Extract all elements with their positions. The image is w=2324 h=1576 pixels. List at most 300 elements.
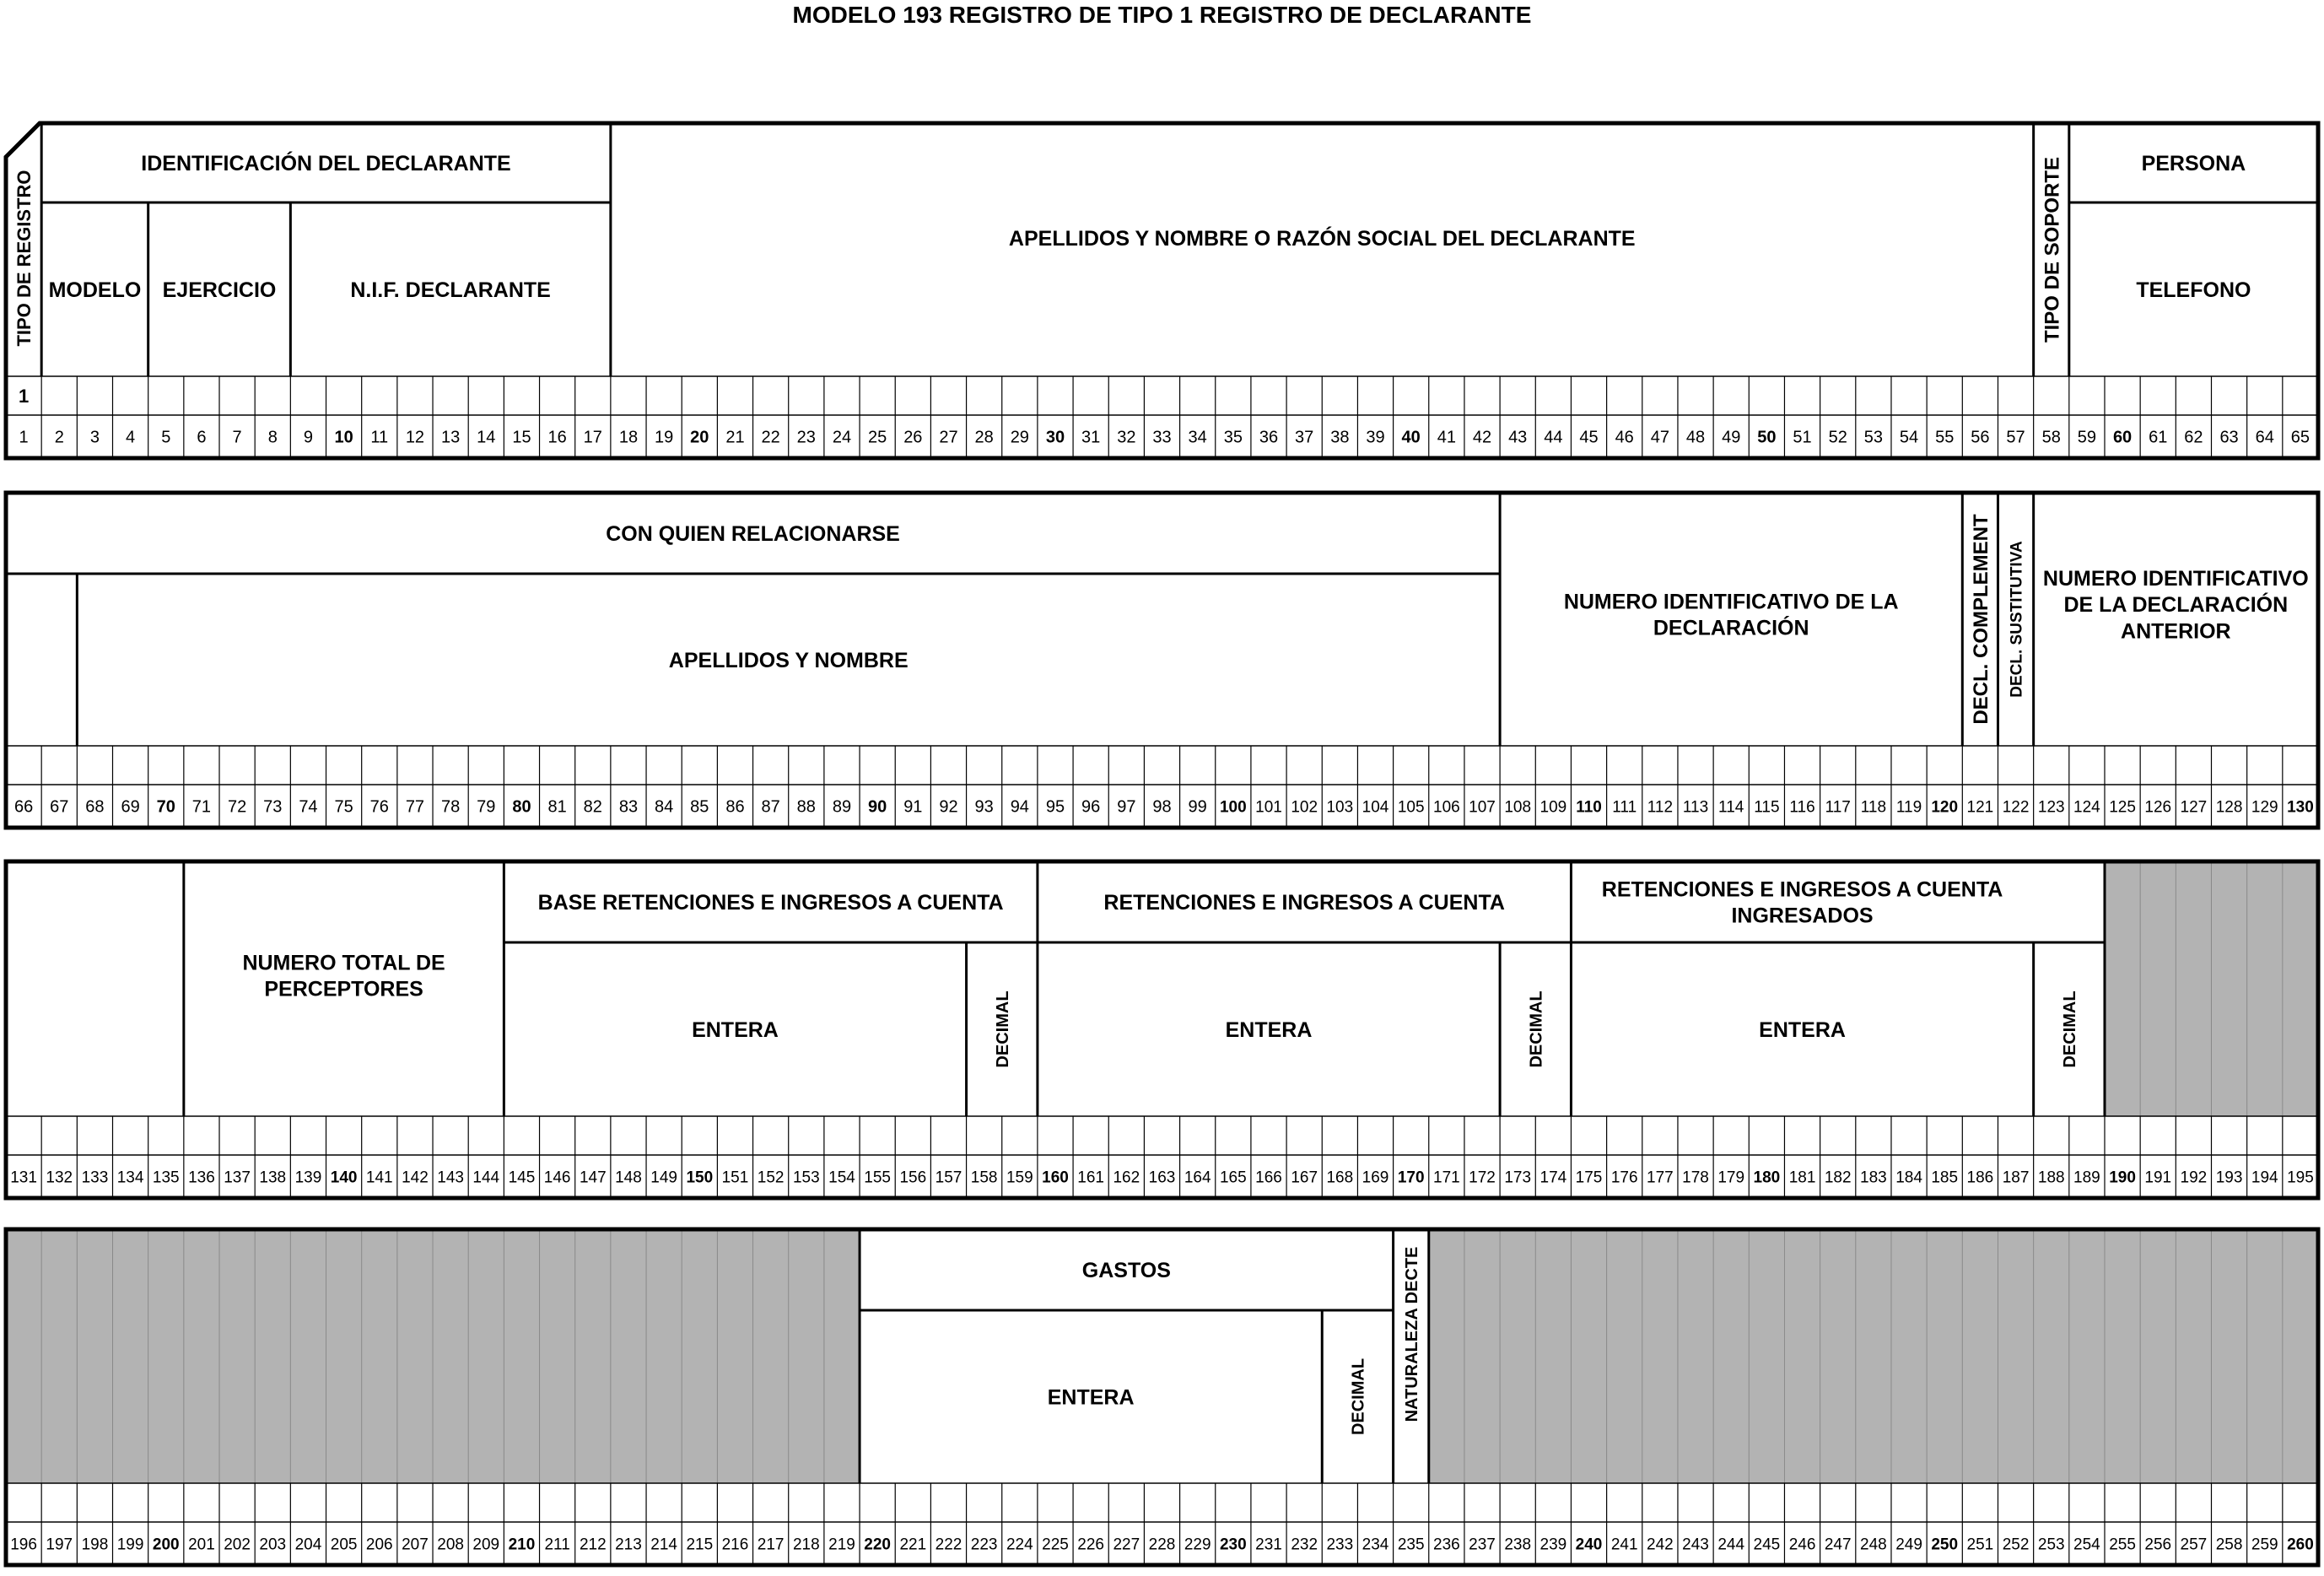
char-input-52[interactable] <box>1820 377 1855 415</box>
char-input-104[interactable] <box>1358 747 1393 785</box>
char-input-105[interactable] <box>1394 747 1428 785</box>
char-input-145[interactable] <box>504 1117 539 1155</box>
position-number: 252 <box>2002 1536 2030 1554</box>
char-input-199[interactable] <box>113 1484 148 1522</box>
char-input-66[interactable] <box>7 747 41 785</box>
char-input-203[interactable] <box>256 1484 290 1522</box>
char-input-76[interactable] <box>362 747 396 785</box>
char-input-26[interactable] <box>896 377 930 415</box>
char-input-44[interactable] <box>1536 377 1571 415</box>
char-input-31[interactable] <box>1074 377 1108 415</box>
char-input-154[interactable] <box>824 1117 859 1155</box>
char-input-99[interactable] <box>1180 747 1215 785</box>
char-input-160[interactable] <box>1038 1117 1072 1155</box>
position-number: 24 <box>832 428 852 447</box>
char-input-4[interactable] <box>113 377 148 415</box>
char-input-246[interactable] <box>1785 1484 1820 1522</box>
char-input-49[interactable] <box>1714 377 1749 415</box>
char-input-40[interactable] <box>1394 377 1428 415</box>
char-input-38[interactable] <box>1323 377 1357 415</box>
char-input-250[interactable] <box>1928 1484 1962 1522</box>
char-input-92[interactable] <box>931 747 966 785</box>
char-input-138[interactable] <box>256 1117 290 1155</box>
char-input-98[interactable] <box>1145 747 1179 785</box>
char-input-81[interactable] <box>540 747 574 785</box>
char-input-102[interactable] <box>1287 747 1322 785</box>
char-input-190[interactable] <box>2105 1117 2139 1155</box>
char-input-134[interactable] <box>113 1117 148 1155</box>
position-number: 235 <box>1397 1536 1425 1554</box>
char-input-65[interactable] <box>2283 377 2317 415</box>
char-input-6[interactable] <box>184 377 218 415</box>
char-input-147[interactable] <box>575 1117 610 1155</box>
position-number: 197 <box>46 1536 73 1554</box>
char-input-232[interactable] <box>1287 1484 1322 1522</box>
char-input-188[interactable] <box>2034 1117 2068 1155</box>
char-input-258[interactable] <box>2212 1484 2246 1522</box>
position-number: 242 <box>1647 1536 1674 1554</box>
char-input-42[interactable] <box>1464 377 1499 415</box>
char-input-72[interactable] <box>220 747 255 785</box>
char-input-141[interactable] <box>362 1117 396 1155</box>
position-number: 48 <box>1685 428 1706 447</box>
char-input-177[interactable] <box>1642 1117 1677 1155</box>
char-input-8[interactable] <box>256 377 290 415</box>
char-input-240[interactable] <box>1572 1484 1606 1522</box>
char-input-70[interactable] <box>148 747 183 785</box>
char-input-22[interactable] <box>753 377 788 415</box>
char-input-129[interactable] <box>2247 747 2282 785</box>
char-input-97[interactable] <box>1109 747 1144 785</box>
char-input-217[interactable] <box>753 1484 788 1522</box>
char-input-135[interactable] <box>148 1117 183 1155</box>
char-input-218[interactable] <box>789 1484 823 1522</box>
char-input-162[interactable] <box>1109 1117 1144 1155</box>
char-input-30[interactable] <box>1038 377 1072 415</box>
char-input-137[interactable] <box>220 1117 255 1155</box>
position-number: 195 <box>2287 1169 2314 1187</box>
char-input-25[interactable] <box>860 377 895 415</box>
char-input-16[interactable] <box>540 377 574 415</box>
char-input-21[interactable] <box>718 377 752 415</box>
char-input-56[interactable] <box>1963 377 1998 415</box>
char-input-93[interactable] <box>967 747 1001 785</box>
char-input-170[interactable] <box>1394 1117 1428 1155</box>
char-input-163[interactable] <box>1145 1117 1179 1155</box>
position-number: 177 <box>1647 1169 1674 1187</box>
char-input-171[interactable] <box>1429 1117 1464 1155</box>
char-input-166[interactable] <box>1251 1117 1286 1155</box>
char-input-259[interactable] <box>2247 1484 2282 1522</box>
char-input-255[interactable] <box>2105 1484 2139 1522</box>
char-input-43[interactable] <box>1501 377 1535 415</box>
char-input-176[interactable] <box>1607 1117 1642 1155</box>
char-input-235[interactable] <box>1394 1484 1428 1522</box>
char-input-116[interactable] <box>1785 747 1820 785</box>
char-input-106[interactable] <box>1429 747 1464 785</box>
char-input-64[interactable] <box>2247 377 2282 415</box>
char-input-151[interactable] <box>718 1117 752 1155</box>
position-number: 3 <box>89 428 100 447</box>
char-input-39[interactable] <box>1358 377 1393 415</box>
char-input-47[interactable] <box>1642 377 1677 415</box>
char-input-79[interactable] <box>469 747 504 785</box>
char-input-121[interactable] <box>1963 747 1998 785</box>
position-number: 260 <box>2287 1536 2314 1554</box>
char-input-187[interactable] <box>1998 1117 2033 1155</box>
char-input-248[interactable] <box>1856 1484 1890 1522</box>
char-input-228[interactable] <box>1145 1484 1179 1522</box>
char-input-80[interactable] <box>504 747 539 785</box>
position-number: 165 <box>1219 1169 1247 1187</box>
char-input-150[interactable] <box>682 1117 717 1155</box>
char-input-231[interactable] <box>1251 1484 1286 1522</box>
char-input-112[interactable] <box>1642 747 1677 785</box>
char-input-89[interactable] <box>824 747 859 785</box>
position-number: 45 <box>1579 428 1599 447</box>
char-input-156[interactable] <box>896 1117 930 1155</box>
char-input-257[interactable] <box>2176 1484 2211 1522</box>
char-input-230[interactable] <box>1216 1484 1250 1522</box>
char-input-125[interactable] <box>2105 747 2139 785</box>
char-input-34[interactable] <box>1180 377 1215 415</box>
char-input-113[interactable] <box>1678 747 1712 785</box>
char-input-96[interactable] <box>1074 747 1108 785</box>
position-number: 103 <box>1326 798 1354 817</box>
char-input-221[interactable] <box>896 1484 930 1522</box>
char-input-103[interactable] <box>1323 747 1357 785</box>
position-number: 160 <box>1042 1169 1069 1187</box>
char-input-200[interactable] <box>148 1484 183 1522</box>
position-number: 6 <box>197 428 207 447</box>
char-input-245[interactable] <box>1750 1484 1784 1522</box>
char-input-20[interactable] <box>682 377 717 415</box>
char-input-123[interactable] <box>2034 747 2068 785</box>
char-input-165[interactable] <box>1216 1117 1250 1155</box>
position-number: 102 <box>1291 798 1318 817</box>
char-input-9[interactable] <box>291 377 326 415</box>
char-input-241[interactable] <box>1607 1484 1642 1522</box>
char-input-71[interactable] <box>184 747 218 785</box>
char-input-192[interactable] <box>2176 1117 2211 1155</box>
char-input-15[interactable] <box>504 377 539 415</box>
char-input-27[interactable] <box>931 377 966 415</box>
char-input-28[interactable] <box>967 377 1001 415</box>
char-input-37[interactable] <box>1287 377 1322 415</box>
char-input-195[interactable] <box>2283 1117 2317 1155</box>
char-input-194[interactable] <box>2247 1117 2282 1155</box>
char-input-174[interactable] <box>1536 1117 1571 1155</box>
position-number: 190 <box>2109 1169 2136 1187</box>
char-input-127[interactable] <box>2176 747 2211 785</box>
char-input-45[interactable] <box>1572 377 1606 415</box>
char-input-12[interactable] <box>397 377 432 415</box>
char-input-169[interactable] <box>1358 1117 1393 1155</box>
char-input-41[interactable] <box>1429 377 1464 415</box>
char-input-143[interactable] <box>434 1117 468 1155</box>
char-input-253[interactable] <box>2034 1484 2068 1522</box>
char-input-196[interactable] <box>7 1484 41 1522</box>
char-input-172[interactable] <box>1464 1117 1499 1155</box>
char-input-62[interactable] <box>2176 377 2211 415</box>
position-number: 186 <box>1966 1169 1994 1187</box>
char-input-111[interactable] <box>1607 747 1642 785</box>
position-number: 200 <box>152 1536 180 1554</box>
char-input-144[interactable] <box>469 1117 504 1155</box>
char-input-84[interactable] <box>647 747 682 785</box>
char-input-211[interactable] <box>540 1484 574 1522</box>
char-input-124[interactable] <box>2069 747 2104 785</box>
char-input-107[interactable] <box>1464 747 1499 785</box>
char-input-2[interactable] <box>42 377 77 415</box>
char-input-212[interactable] <box>575 1484 610 1522</box>
char-input-115[interactable] <box>1750 747 1784 785</box>
char-input-204[interactable] <box>291 1484 326 1522</box>
char-input-68[interactable] <box>78 747 112 785</box>
char-input-260[interactable] <box>2283 1484 2317 1522</box>
char-input-237[interactable] <box>1464 1484 1499 1522</box>
char-input-131[interactable] <box>7 1117 41 1155</box>
char-input-74[interactable] <box>291 747 326 785</box>
char-input-133[interactable] <box>78 1117 112 1155</box>
char-input-67[interactable] <box>42 747 77 785</box>
char-input-100[interactable] <box>1216 747 1250 785</box>
char-input-208[interactable] <box>434 1484 468 1522</box>
char-input-73[interactable] <box>256 747 290 785</box>
header-ingresados-decimal: DECIMAL <box>2061 990 2080 1068</box>
char-input-242[interactable] <box>1642 1484 1677 1522</box>
char-input-252[interactable] <box>1998 1484 2033 1522</box>
char-input-69[interactable] <box>113 747 148 785</box>
position-number: 80 <box>512 797 531 817</box>
char-input-186[interactable] <box>1963 1117 1998 1155</box>
char-input-19[interactable] <box>647 377 682 415</box>
char-input-178[interactable] <box>1678 1117 1712 1155</box>
char-input-54[interactable] <box>1891 377 1926 415</box>
char-input-191[interactable] <box>2141 1117 2176 1155</box>
position-number: 101 <box>1255 798 1282 817</box>
char-input-153[interactable] <box>789 1117 823 1155</box>
char-input-193[interactable] <box>2212 1117 2246 1155</box>
char-input-202[interactable] <box>220 1484 255 1522</box>
char-input-244[interactable] <box>1714 1484 1749 1522</box>
char-input-227[interactable] <box>1109 1484 1144 1522</box>
char-input-167[interactable] <box>1287 1117 1322 1155</box>
char-input-101[interactable] <box>1251 747 1286 785</box>
position-number: 90 <box>868 797 887 817</box>
char-input-88[interactable] <box>789 747 823 785</box>
position-number: 83 <box>618 797 639 817</box>
char-input-90[interactable] <box>860 747 895 785</box>
char-input-58[interactable] <box>2034 377 2068 415</box>
char-input-136[interactable] <box>184 1117 218 1155</box>
char-input-189[interactable] <box>2069 1117 2104 1155</box>
char-input-95[interactable] <box>1038 747 1072 785</box>
char-input-78[interactable] <box>434 747 468 785</box>
char-input-23[interactable] <box>789 377 823 415</box>
char-input-198[interactable] <box>78 1484 112 1522</box>
char-input-13[interactable] <box>434 377 468 415</box>
char-input-11[interactable] <box>362 377 396 415</box>
position-number: 219 <box>828 1536 855 1554</box>
position-number: 162 <box>1113 1169 1140 1187</box>
char-input-18[interactable] <box>611 377 645 415</box>
char-input-148[interactable] <box>611 1117 645 1155</box>
header-telefono: TELEFONO <box>2136 278 2251 302</box>
char-input-85[interactable] <box>682 747 717 785</box>
char-input-226[interactable] <box>1074 1484 1108 1522</box>
char-input-50[interactable] <box>1750 377 1784 415</box>
char-input-82[interactable] <box>575 747 610 785</box>
position-number: 97 <box>1117 797 1136 817</box>
char-input-201[interactable] <box>184 1484 218 1522</box>
char-input-155[interactable] <box>860 1117 895 1155</box>
char-input-216[interactable] <box>718 1484 752 1522</box>
char-input-126[interactable] <box>2141 747 2176 785</box>
char-input-114[interactable] <box>1714 747 1749 785</box>
char-input-132[interactable] <box>42 1117 77 1155</box>
char-input-184[interactable] <box>1891 1117 1926 1155</box>
char-input-254[interactable] <box>2069 1484 2104 1522</box>
char-input-222[interactable] <box>931 1484 966 1522</box>
char-input-210[interactable] <box>504 1484 539 1522</box>
char-input-146[interactable] <box>540 1117 574 1155</box>
char-input-214[interactable] <box>647 1484 682 1522</box>
char-input-161[interactable] <box>1074 1117 1108 1155</box>
char-input-152[interactable] <box>753 1117 788 1155</box>
char-input-48[interactable] <box>1678 377 1712 415</box>
char-input-119[interactable] <box>1891 747 1926 785</box>
char-input-247[interactable] <box>1820 1484 1855 1522</box>
char-input-239[interactable] <box>1536 1484 1571 1522</box>
char-input-14[interactable] <box>469 377 504 415</box>
char-input-207[interactable] <box>397 1484 432 1522</box>
char-input-17[interactable] <box>575 377 610 415</box>
char-input-179[interactable] <box>1714 1117 1749 1155</box>
position-number: 223 <box>970 1536 998 1554</box>
char-input-140[interactable] <box>326 1117 361 1155</box>
char-input-256[interactable] <box>2141 1484 2176 1522</box>
char-input-181[interactable] <box>1785 1117 1820 1155</box>
char-input-223[interactable] <box>967 1484 1001 1522</box>
position-number: 36 <box>1259 428 1279 447</box>
position-number: 147 <box>579 1169 607 1187</box>
position-number: 251 <box>1966 1536 1994 1554</box>
char-input-209[interactable] <box>469 1484 504 1522</box>
char-input-159[interactable] <box>1002 1117 1037 1155</box>
char-input-3[interactable] <box>78 377 112 415</box>
char-input-180[interactable] <box>1750 1117 1784 1155</box>
char-input-205[interactable] <box>326 1484 361 1522</box>
position-number: 130 <box>2287 798 2314 817</box>
char-input-51[interactable] <box>1785 377 1820 415</box>
char-input-128[interactable] <box>2212 747 2246 785</box>
char-input-158[interactable] <box>967 1117 1001 1155</box>
char-input-87[interactable] <box>753 747 788 785</box>
char-input-32[interactable] <box>1109 377 1144 415</box>
char-input-5[interactable] <box>148 377 183 415</box>
char-input-61[interactable] <box>2141 377 2176 415</box>
char-input-24[interactable] <box>824 377 859 415</box>
char-input-10[interactable] <box>326 377 361 415</box>
char-input-94[interactable] <box>1002 747 1037 785</box>
char-input-29[interactable] <box>1002 377 1037 415</box>
position-number: 37 <box>1295 428 1314 447</box>
char-input-197[interactable] <box>42 1484 77 1522</box>
position-number: 207 <box>402 1536 429 1554</box>
char-input-220[interactable] <box>860 1484 895 1522</box>
char-input-243[interactable] <box>1678 1484 1712 1522</box>
char-input-35[interactable] <box>1216 377 1250 415</box>
char-input-224[interactable] <box>1002 1484 1037 1522</box>
char-input-75[interactable] <box>326 747 361 785</box>
char-input-164[interactable] <box>1180 1117 1215 1155</box>
char-input-86[interactable] <box>718 747 752 785</box>
char-input-122[interactable] <box>1998 747 2033 785</box>
char-input-175[interactable] <box>1572 1117 1606 1155</box>
char-input-118[interactable] <box>1856 747 1890 785</box>
char-input-142[interactable] <box>397 1117 432 1155</box>
position-number: 139 <box>294 1169 322 1187</box>
char-input-185[interactable] <box>1928 1117 1962 1155</box>
char-input-59[interactable] <box>2069 377 2104 415</box>
char-input-46[interactable] <box>1607 377 1642 415</box>
char-input-182[interactable] <box>1820 1117 1855 1155</box>
char-input-234[interactable] <box>1358 1484 1393 1522</box>
char-input-33[interactable] <box>1145 377 1179 415</box>
char-input-183[interactable] <box>1856 1117 1890 1155</box>
char-input-149[interactable] <box>647 1117 682 1155</box>
char-input-225[interactable] <box>1038 1484 1072 1522</box>
position-number: 238 <box>1504 1536 1532 1554</box>
char-input-36[interactable] <box>1251 377 1286 415</box>
char-input-157[interactable] <box>931 1117 966 1155</box>
char-input-77[interactable] <box>397 747 432 785</box>
char-input-91[interactable] <box>896 747 930 785</box>
header-gastos-entera: ENTERA <box>1047 1385 1135 1410</box>
char-input-53[interactable] <box>1856 377 1890 415</box>
char-input-206[interactable] <box>362 1484 396 1522</box>
char-input-139[interactable] <box>291 1117 326 1155</box>
char-input-120[interactable] <box>1928 747 1962 785</box>
char-input-7[interactable] <box>220 377 255 415</box>
char-input-251[interactable] <box>1963 1484 1998 1522</box>
char-input-168[interactable] <box>1323 1117 1357 1155</box>
position-number: 214 <box>650 1536 677 1554</box>
char-input-173[interactable] <box>1501 1117 1535 1155</box>
char-input-249[interactable] <box>1891 1484 1926 1522</box>
char-input-238[interactable] <box>1501 1484 1535 1522</box>
char-input-109[interactable] <box>1536 747 1571 785</box>
char-input-229[interactable] <box>1180 1484 1215 1522</box>
char-input-117[interactable] <box>1820 747 1855 785</box>
char-input-57[interactable] <box>1998 377 2033 415</box>
position-number: 249 <box>1895 1536 1922 1554</box>
char-input-236[interactable] <box>1429 1484 1464 1522</box>
char-input-108[interactable] <box>1501 747 1535 785</box>
char-input-233[interactable] <box>1323 1484 1357 1522</box>
char-input-83[interactable] <box>611 747 645 785</box>
char-input-63[interactable] <box>2212 377 2246 415</box>
char-input-60[interactable] <box>2105 377 2139 415</box>
position-number: 157 <box>935 1169 962 1187</box>
char-input-219[interactable] <box>824 1484 859 1522</box>
char-input-55[interactable] <box>1928 377 1962 415</box>
char-input-213[interactable] <box>611 1484 645 1522</box>
char-input-215[interactable] <box>682 1484 717 1522</box>
char-input-110[interactable] <box>1572 747 1606 785</box>
char-input-130[interactable] <box>2283 747 2317 785</box>
